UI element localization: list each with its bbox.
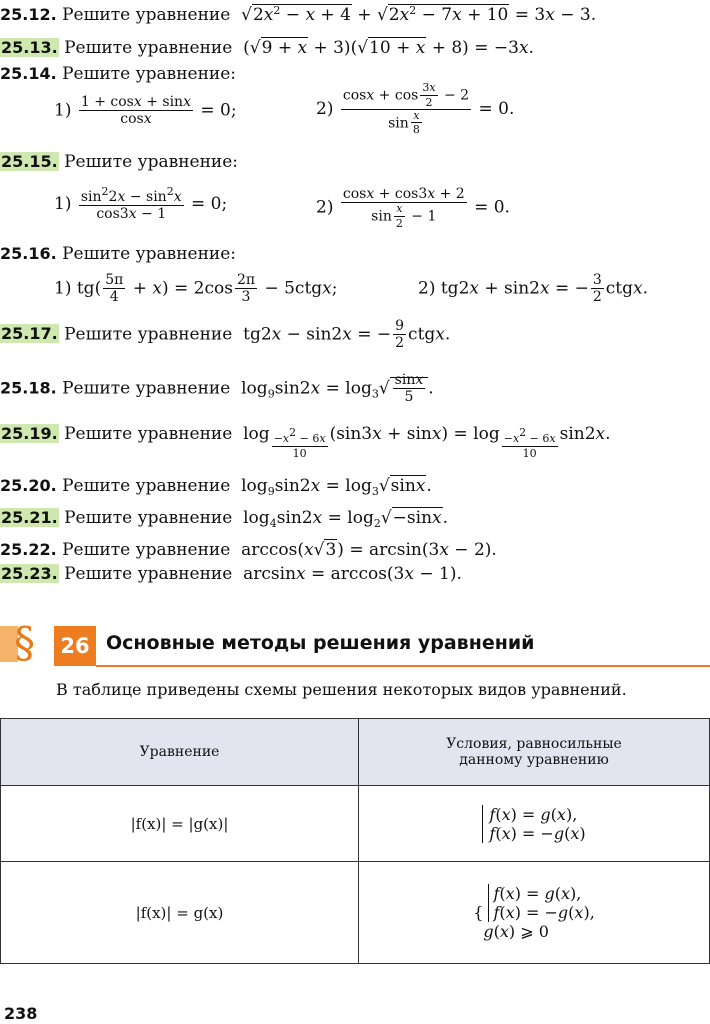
exercise-number: 25.23. [1,564,58,583]
page-number: 238 [4,1004,38,1023]
exercise-number: 25.20. [0,476,57,495]
exercise-25-14-part1: 1) $\frac{1 + \cos x + \sin x}{\cos x}$ = 0; [54,94,237,128]
section-number: 26 [54,626,96,666]
exercise-text: Решите уравнение: [64,152,239,172]
exercise-number: 25.22. [0,540,57,559]
exercise-text: Решите уравнение [64,564,233,584]
exercise-text: Решите уравнение [64,38,233,58]
section-title: Основные методы решения уравнений [106,632,535,654]
exercise-25-13: 25.13. Решите уравнение (√9 + x + 3)(√10 + x + 8) = −3x. [1,38,534,58]
exercise-25-14 [0,64,236,84]
row-conditions: f(x) = g(x), f(x) = −g(x) [359,786,710,862]
intro-text: В таблице приведены схемы решения некоторых видов уравнений. [56,680,627,699]
exercise-text: Решите уравнение [62,476,231,496]
table-row [1,862,710,964]
equation-schemes-table [0,718,710,964]
exercise-25-17: 25.17. Решите уравнение tg2x − sin2x = − $\frac{9}{2}$ ctgx. [1,318,451,352]
header-equation: Уравнение [1,719,359,786]
exercise-25-21: 25.21. Решите уравнение $\log_4\sin 2x = \log_2√-\sin x$. [1,508,449,530]
table-header-row [1,719,710,786]
exercise-number: 25.21. [1,508,58,527]
exercise-number: 25.15. [1,152,58,171]
exercise-25-19: 25.19. Решите уравнение log $\frac{-x2 - 6x}{10}$ (sin3x + sinx) = log $\frac{-x2 - 6x}{10}$ sin2x. [1,424,611,460]
exercise-number: 25.12. [0,5,57,24]
section-symbol: § [14,618,35,667]
exercise-25-15 [0,152,238,172]
row-equation: |f(x)| = |g(x)| [1,786,359,862]
exercise-number: 25.16. [0,244,57,263]
exercise-25-18: 25.18. Решите уравнение $\log_9\sin 2x = \log_3√$ $\frac{\sin x}{5}$ . [0,372,434,406]
exercise-text: Решите уравнение [64,424,233,444]
header-conditions: Условия, равносильные данному уравнению [359,719,710,786]
exercise-25-16-part2: 2) tg2x + sin2x = − $\frac{3}{2}$ ctgx. [418,272,649,306]
exercise-number: 25.17. [1,324,58,344]
exercise-25-16 [0,244,236,264]
exercise-25-16-part1: 1) tg( $\frac{5\pi}{4}$ + x) = 2cos $\frac{2\pi}{3}$ − 5ctgx; [54,272,338,306]
exercise-text: Решите уравнение [62,5,231,25]
row-conditions: { f(x) = g(x), f(x) = −g(x), g(x) ⩾ 0 [359,862,710,964]
exercise-text: Решите уравнение [62,378,231,399]
row-equation: |f(x)| = g(x) [1,862,359,964]
exercise-text: Решите уравнение [62,540,231,560]
exercise-25-12: 25.12. Решите уравнение $√2x^2 - x + 4 + √2x^2 - 7x + 10 = 3x - 3$. [0,4,597,25]
exercise-text: Решите уравнение [64,324,233,345]
exercise-number: 25.18. [0,378,57,398]
exercise-25-15-part1: 1) $\frac{\sin^22x - \sin^2x}{\cos 3x - 1}$ = 0; [54,185,228,223]
exercise-text: Решите уравнение: [62,244,237,264]
exercise-25-15-part2: 2) cosx + cos3x + 2 sin $\frac{x}{2}$ − 1 = 0. [316,186,510,230]
exercise-text: Решите уравнение [64,508,233,528]
table-row [1,786,710,862]
exercise-number: 25.13. [1,38,58,57]
exercise-25-23: 25.23. Решите уравнение arcsinx = arccos(3x − 1). [1,564,462,584]
section-rule [96,665,710,667]
exercise-number: 25.19. [1,424,58,443]
exercise-number: 25.14. [0,64,57,83]
exercise-25-20: 25.20. Решите уравнение $\log_9\sin 2x = \log_3√\sin x$. [0,476,432,498]
exercise-25-22: 25.22. Решите уравнение arccos(x√3) = arcsin(3x − 2). [0,540,497,560]
exercise-25-14-part2: 2) cosx + cos $\frac{3x}{2}$ − 2 sin $\frac{x}{8}$ = 0. [316,81,515,137]
exercise-text: Решите уравнение: [62,64,237,84]
